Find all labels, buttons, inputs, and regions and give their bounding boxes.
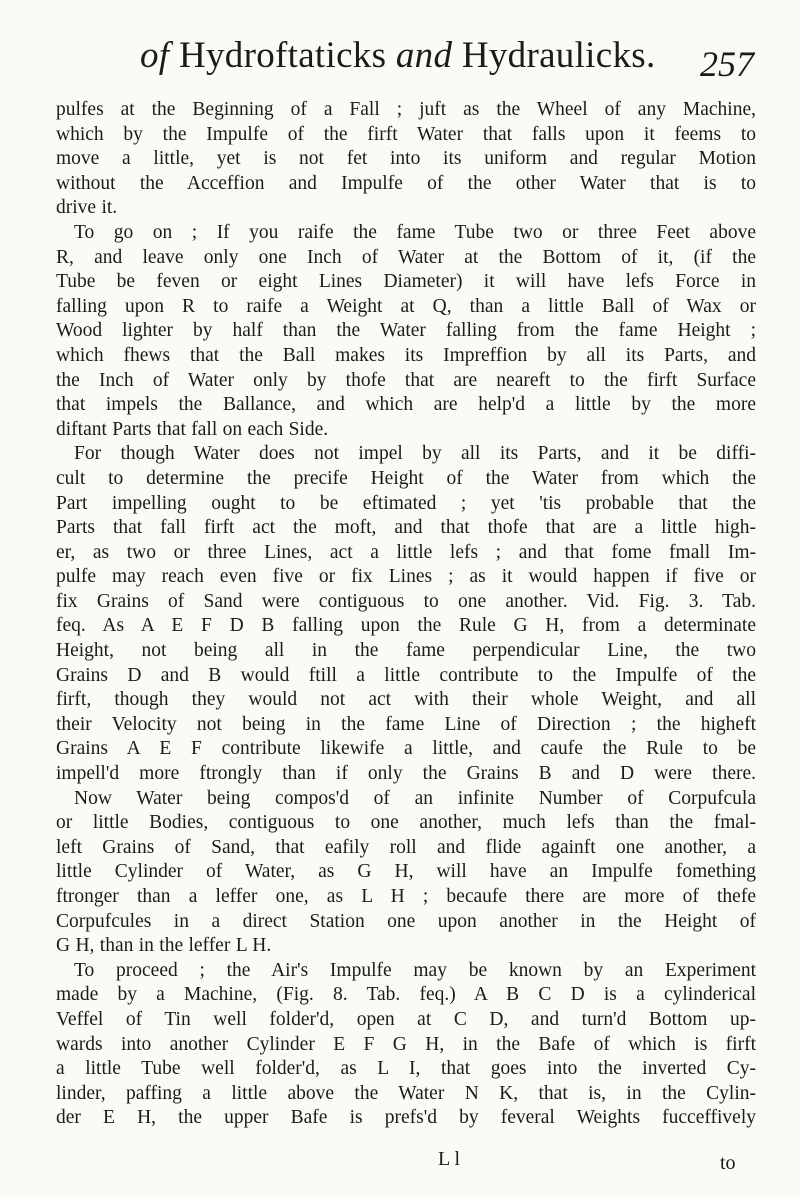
running-title-prefix: of: [140, 35, 170, 76]
running-title-conjunction: and: [395, 35, 453, 76]
text-line: Part impelling ought to be eftimated ; yet 'tis probable that the: [56, 492, 756, 514]
text-line: firft, though they would not act with their whole Weight, and all: [56, 689, 756, 711]
text-line: pulfes at the Beginning of a Fall ; juft as the Wheel of any Machine,: [56, 99, 756, 120]
text-line: the Inch of Water only by thofe that are neareft to the firft Surface: [56, 369, 756, 391]
text-line: der E H, the upper Bafe is prefs'd by feveral Weights fucceffively: [56, 1107, 756, 1129]
text-line: ftronger than a leffer one, as L H ; becaufe there are more of thefe: [56, 886, 756, 907]
text-line: Now Water being compos'd of an infinite Number of Corpufcula: [74, 787, 756, 809]
text-line: To proceed ; the Air's Impulfe may be known by an Experiment: [74, 959, 756, 981]
running-title-word2: Hydraulicks.: [461, 35, 656, 76]
text-line: Tube be feven or eight Lines Diameter) it will have lefs Force in: [56, 271, 756, 293]
catchword: to: [720, 1152, 736, 1174]
text-line: left Grains of Sand, that eafily roll and flide againft one another, a: [56, 836, 756, 858]
text-line: Parts that fall firft act the moft, and that thofe that are a little high-: [56, 517, 756, 539]
page-header: [0, 34, 800, 94]
text-line: Grains A E F contribute likewife a little, and caufe the Rule to be: [56, 738, 756, 760]
text-line: which by the Impulfe of the firft Water that falls upon it feems to: [56, 123, 756, 145]
text-line: falling upon R to raife a Weight at Q, than a little Ball of Wax or: [56, 295, 756, 317]
text-line: move a little, yet is not fet into its uniform and regular Motion: [56, 148, 756, 170]
text-line: without the Acceffion and Impulfe of the other Water that is to: [56, 172, 756, 194]
text-line: that impels the Ballance, and which are help'd a little by the more: [56, 394, 756, 416]
body-text: [56, 98, 756, 1131]
text-line: fix Grains of Sand were contiguous to one another. Vid. Fig. 3. Tab.: [56, 590, 756, 612]
page-footer: [0, 1148, 800, 1178]
text-line: Height, not being all in the fame perpendicular Line, the two: [56, 640, 756, 662]
text-line: linder, paffing a little above the Water N K, that is, in the Cylin-: [56, 1082, 756, 1104]
text-line: er, as two or three Lines, act a little lefs ; and that fome fmall Im-: [56, 541, 756, 563]
text-line: To go on ; If you raife the fame Tube two or three Feet above: [74, 221, 756, 243]
text-line: made by a Machine, (Fig. 8. Tab. feq.) A B C D is a cylinderical: [56, 984, 756, 1006]
page-number: 257: [700, 44, 754, 84]
text-line: cult to determine the precife Height of the Water from which the: [56, 467, 756, 489]
text-line: Veffel of Tin well folder'd, open at C D, and turn'd Bottom up-: [56, 1008, 756, 1030]
text-line: For though Water does not impel by all its Parts, and it be diffi-: [74, 443, 756, 465]
running-title: [140, 34, 656, 78]
text-line: Wood lighter by half than the Water falling from the fame Height ;: [56, 320, 756, 342]
text-line: their Velocity not being in the fame Line of Direction ; the higheft: [56, 713, 756, 735]
text-line: diftant Parts that fall on each Side.: [56, 418, 329, 440]
text-line: Grains D and B would ftill a little contribute to the Impulfe of the: [56, 664, 756, 686]
text-line: impell'd more ftrongly than if only the Grains B and D were there.: [56, 763, 756, 785]
text-line: G H, than in the leffer L H.: [56, 935, 272, 957]
text-line: little Cylinder of Water, as G H, will have an Impulfe fomething: [56, 861, 756, 883]
text-line: pulfe may reach even five or fix Lines ; as it would happen if five or: [56, 566, 756, 588]
text-line: Corpufcules in a direct Station one upon another in the Height of: [56, 910, 756, 932]
text-line: drive it.: [56, 197, 118, 219]
text-line: a little Tube well folder'd, as L I, that goes into the inverted Cy-: [56, 1058, 756, 1080]
text-line: or little Bodies, contiguous to one another, much lefs than the fmal-: [56, 812, 756, 834]
text-line: feq. As A E F D B falling upon the Rule G H, from a determinate: [56, 615, 756, 637]
running-title-word1: Hydroftaticks: [178, 35, 387, 76]
text-line: which fhews that the Ball makes its Impreffion by all its Parts, and: [56, 344, 756, 366]
signature-mark: L l: [438, 1148, 461, 1170]
text-line: R, and leave only one Inch of Water at the Bottom of it, (if the: [56, 246, 756, 268]
text-line: wards into another Cylinder E F G H, in the Bafe of which is firft: [56, 1033, 756, 1055]
